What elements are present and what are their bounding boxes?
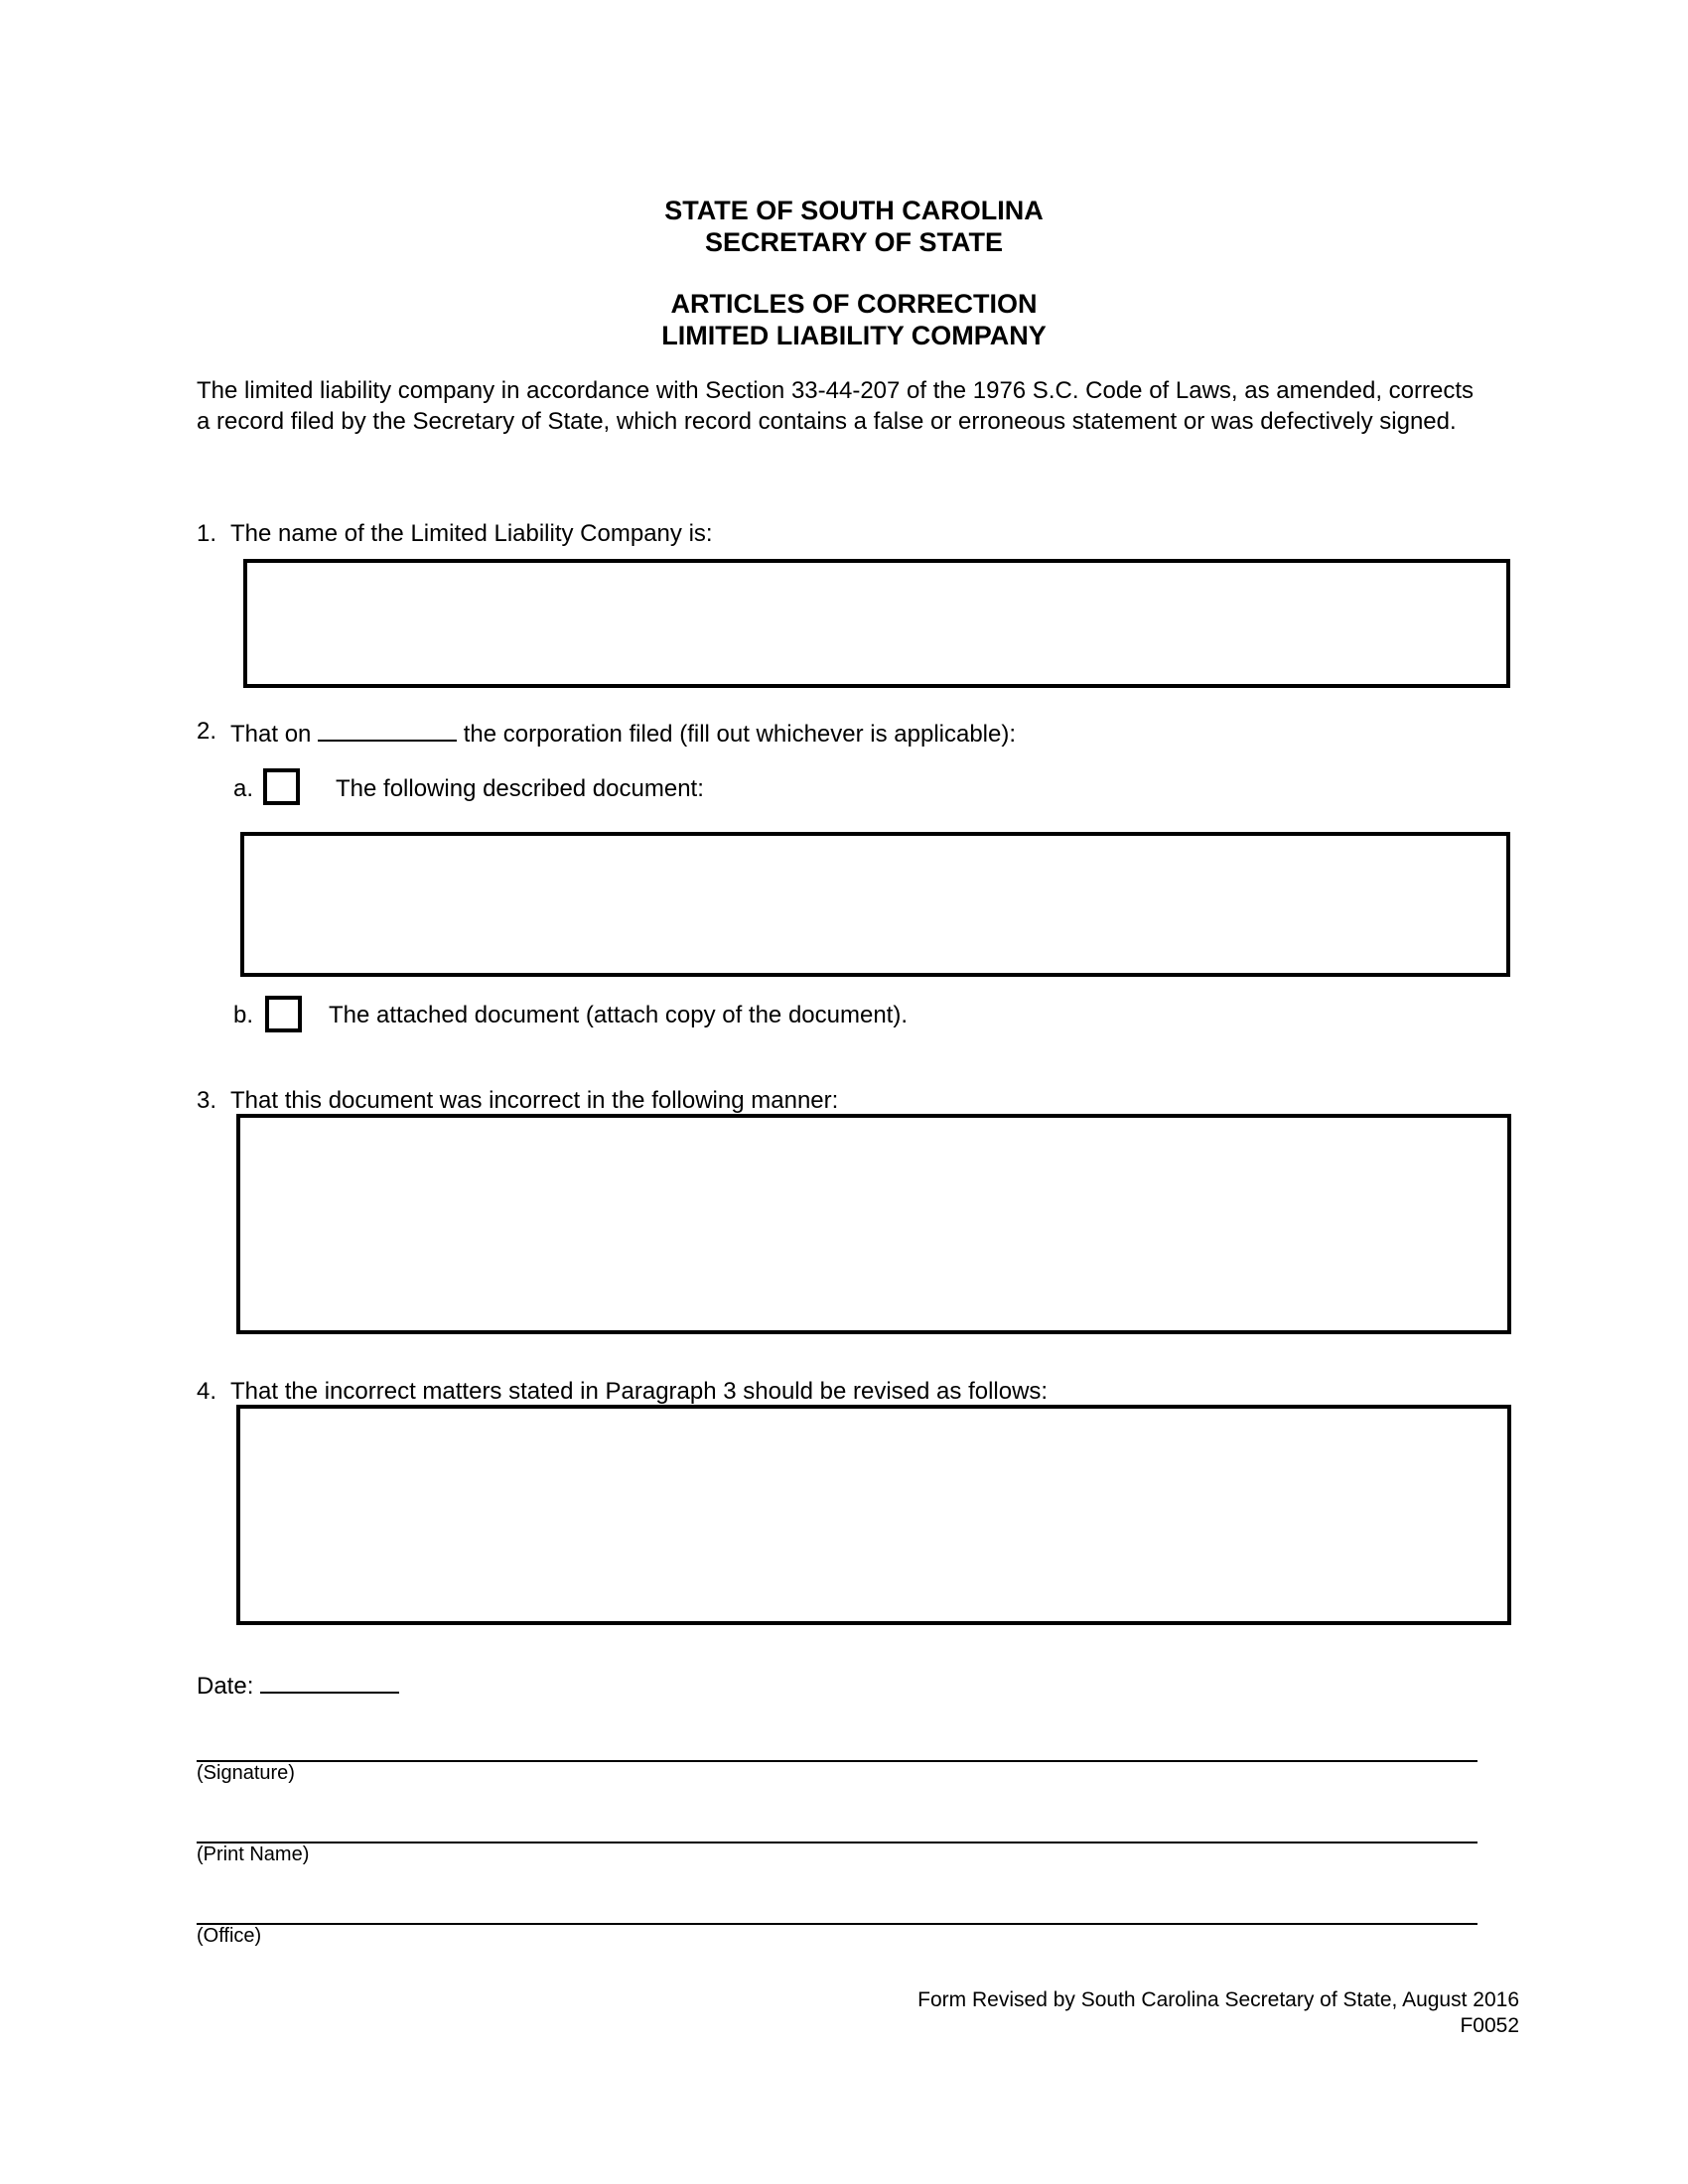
described-document-field[interactable]: [240, 832, 1510, 977]
form-title: ARTICLES OF CORRECTION: [670, 289, 1038, 319]
llc-name-field[interactable]: [243, 559, 1510, 688]
item-2-prefix: That on: [230, 721, 312, 748]
option-b-letter: b.: [233, 1002, 254, 1028]
office-caption: (Office): [197, 1925, 262, 1947]
date-label: Date:: [197, 1673, 254, 1700]
item-1-number: 1.: [197, 520, 217, 547]
option-a-text: The following described document:: [336, 775, 704, 802]
item-2-number: 2.: [197, 718, 217, 745]
signature-line[interactable]: [197, 1760, 1477, 1762]
office-line[interactable]: [197, 1923, 1477, 1925]
item-2-line: [230, 718, 1016, 749]
option-a-checkbox[interactable]: [263, 768, 300, 805]
form-revision-note: Form Revised by South Carolina Secretary of State, August 2016: [917, 1988, 1519, 2011]
item-3-text: That this document was incorrect in the following manner:: [230, 1087, 839, 1114]
signature-caption: (Signature): [197, 1762, 295, 1784]
filing-date-blank[interactable]: [318, 718, 457, 742]
item-1-text: The name of the Limited Liability Company is:: [230, 520, 713, 547]
print-name-line[interactable]: [197, 1842, 1477, 1843]
item-2-suffix: the corporation filed (fill out whichever is applicable):: [463, 721, 1017, 748]
office-heading: SECRETARY OF STATE: [704, 227, 1004, 257]
option-b-checkbox[interactable]: [265, 996, 302, 1032]
state-heading: STATE OF SOUTH CAROLINA: [664, 196, 1044, 225]
incorrect-manner-field[interactable]: [236, 1114, 1511, 1334]
item-4-number: 4.: [197, 1378, 217, 1405]
option-a-letter: a.: [233, 775, 254, 802]
date-blank[interactable]: [260, 1670, 399, 1694]
intro-paragraph: The limited liability company in accordance with Section 33-44-207 of the 1976 S.C. Code of Laws, as amended, corrects a record filed by the Secretary of State, which record contains a false or erroneous statement or was defectively signed.: [197, 377, 1475, 435]
date-line: [197, 1670, 399, 1701]
print-name-caption: (Print Name): [197, 1843, 310, 1865]
option-b-text: The attached document (attach copy of the document).: [329, 1002, 909, 1028]
form-number: F0052: [1460, 2014, 1519, 2037]
item-4-text: That the incorrect matters stated in Paragraph 3 should be revised as follows:: [230, 1378, 1049, 1405]
revision-field[interactable]: [236, 1405, 1511, 1625]
form-subtitle: LIMITED LIABILITY COMPANY: [661, 321, 1047, 350]
item-3-number: 3.: [197, 1087, 217, 1114]
